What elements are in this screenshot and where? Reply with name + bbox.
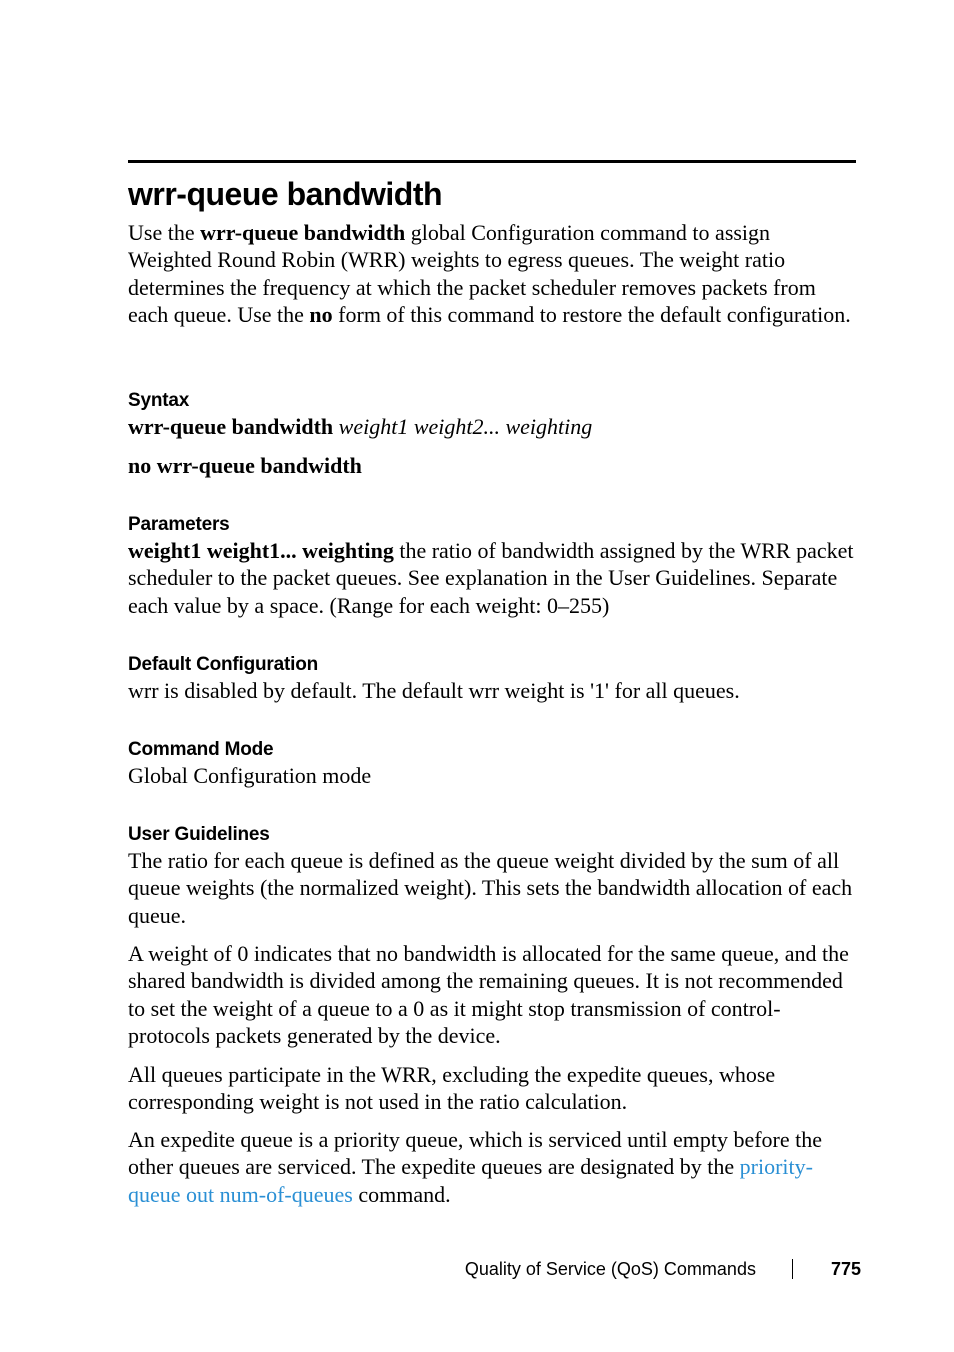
syntax-line-2: no wrr-queue bandwidth bbox=[128, 453, 362, 478]
guidelines-paragraph-1: The ratio for each queue is defined as the queue weight divided by the sum of all queue weights (the normalized weight). This sets the bandwidth allocation of each queue. bbox=[128, 848, 853, 928]
syntax-command: wrr-queue bandwidth bbox=[128, 414, 334, 439]
page-number: 775 bbox=[830, 1259, 861, 1279]
intro-text-3: form of this command to restore the default configuration. bbox=[332, 301, 851, 327]
guidelines-p4-text-2: command. bbox=[352, 1181, 451, 1207]
user-guidelines-heading: User Guidelines bbox=[128, 824, 270, 845]
footer-divider bbox=[792, 1259, 793, 1279]
syntax-heading: Syntax bbox=[128, 390, 190, 411]
title-rule bbox=[128, 160, 856, 163]
page-footer bbox=[465, 1255, 861, 1283]
footer-section-title: Quality of Service (QoS) Commands bbox=[464, 1259, 756, 1279]
intro-text-1: Use the bbox=[128, 220, 201, 245]
guidelines-paragraph-4 bbox=[128, 1126, 858, 1208]
guidelines-paragraph-3: All queues participate in the WRR, excluding the expedite queues, whose corresponding weight is not used in the ratio calculation. bbox=[128, 1062, 776, 1115]
parameters-paragraph bbox=[128, 537, 858, 619]
default-config-heading: Default Configuration bbox=[128, 654, 319, 675]
guidelines-paragraph-2: A weight of 0 indicates that no bandwidth is allocated for the same queue, and the shared bandwidth is divided among the remaining queues. It is not recommended to set the weight of a queue to a 0 as it might stop transmission of control-protocols packets generated by the device. bbox=[128, 941, 849, 1048]
command-mode-text: Global Configuration mode bbox=[128, 763, 372, 788]
intro-no-keyword: no bbox=[309, 301, 333, 327]
default-config-text: wrr is disabled by default. The default wrr weight is '1' for all queues. bbox=[128, 678, 740, 703]
parameters-heading: Parameters bbox=[128, 514, 230, 535]
parameter-description: the ratio of bandwidth assigned by the WRR packet scheduler to the packet queues. See explanation in the User Guidelines. Separate each value by a space. (Range for each weight: 0–255) bbox=[128, 538, 854, 618]
intro-text-2: global Configuration command to assign Weighted Round Robin (WRR) weights to egress queues. The weight ratio determines the frequency at which the packet scheduler removes packets from each queue. Use the bbox=[128, 220, 816, 327]
intro-command: wrr-queue bandwidth bbox=[200, 220, 406, 245]
syntax-args: weight1 weight2... weighting bbox=[333, 414, 593, 439]
page-title: wrr-queue bandwidth bbox=[128, 176, 443, 212]
intro-paragraph bbox=[128, 219, 858, 328]
command-mode-heading: Command Mode bbox=[128, 739, 274, 760]
guidelines-p4-text-1: An expedite queue is a priority queue, which is serviced until empty before the other queues are serviced. The expedite queues are designated by the bbox=[128, 1127, 823, 1180]
syntax-line-1 bbox=[128, 413, 858, 440]
priority-queue-link[interactable]: priority-queue out num-of-queues bbox=[128, 1154, 813, 1207]
parameter-term: weight1 weight1... weighting bbox=[128, 538, 394, 563]
